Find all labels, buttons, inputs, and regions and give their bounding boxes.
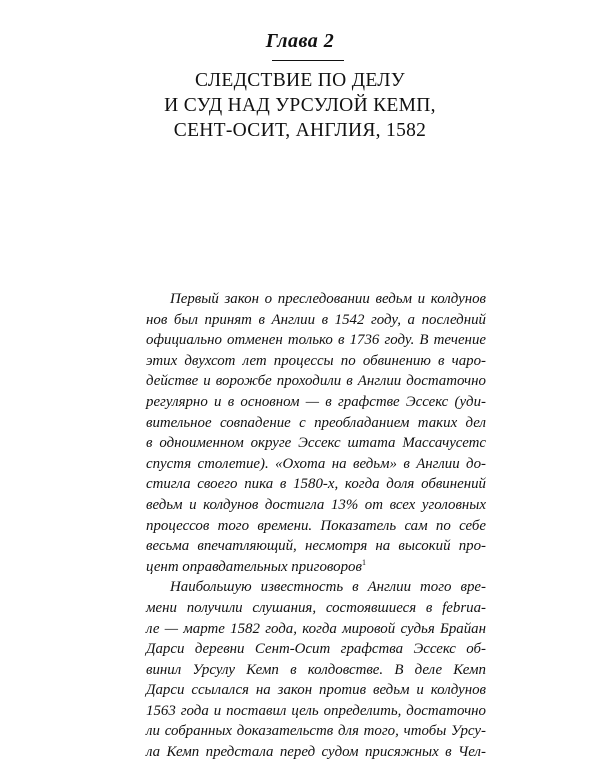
text-line: ли собранных доказательств для того, чтобы Урсу- (146, 723, 486, 740)
chapter-title-line: И СУД НАД УРСУЛОЙ КЕМП, (164, 95, 436, 116)
text-line: этих двухсот лет процессы по обвинению в чаро- (146, 352, 486, 369)
chapter-divider (272, 60, 344, 61)
text-line: ведьм и колдунов достигла 13% от всех уголовных (146, 496, 486, 513)
footnote-reference: 1 (361, 557, 366, 567)
text-line: 1563 года и поставил цель определить, достаточно (146, 702, 486, 719)
text-line: нов был принят в Англии в 1542 году, а последний (146, 311, 486, 328)
text-line (146, 557, 486, 578)
paragraph-1 (146, 289, 486, 577)
text-line: ле — марте 1582 года, когда мировой судья Брайан (146, 620, 486, 637)
chapter-title-line: СЕНТ-ОСИТ, АНГЛИЯ, 1582 (173, 120, 427, 141)
text-line: ла Кемп предстала перед судом присяжных в Чел- (146, 744, 486, 761)
text-line: Наибольшую известность в Англии того вре- (170, 579, 486, 596)
text-line: Первый закон о преследовании ведьм и колдунов (170, 291, 486, 307)
chapter-title-line: СЛЕДСТВИЕ ПО ДЕЛУ (195, 70, 405, 91)
chapter-title (0, 68, 600, 143)
text-line: спустя столетие). «Охота на ведьм» в Англии до- (146, 455, 486, 472)
text-line: Дарси ссылался на закон против ведьм и колдунов (146, 682, 486, 699)
text-line: стигла своего пика в 1580-х, когда доля обвинений (146, 476, 486, 493)
text-line: мени получили слушания, состоявшиеся в februa- (146, 599, 486, 616)
text-line: вительное совпадение с преобладанием таких дел (146, 414, 486, 431)
text-line: в одноименном округе Эссекс штата Массачусетс (146, 435, 486, 452)
text-line: регулярно и в основном — в графстве Эссекс (уди- (146, 393, 486, 410)
text-line: официально отменен только в 1736 году. В течение (146, 332, 486, 349)
text-line-content: цент оправдательных приговоров (146, 558, 362, 575)
chapter-label: Глава 2 (265, 30, 335, 52)
text-line: весьма впечатляющий, несмотря на высокий про- (146, 538, 486, 555)
text-line: винил Урсулу Кемп в колдовстве. В деле Кемп (146, 661, 486, 678)
paragraph-2 (146, 577, 486, 762)
text-line: действе и ворожбе проходили в Англии достаточно (146, 373, 486, 390)
text-line: процессов того времени. Показатель сам по себе (146, 517, 486, 534)
text-line: Дарси деревни Сент-Осит графства Эссекс об- (146, 641, 486, 658)
body-text (146, 289, 486, 763)
